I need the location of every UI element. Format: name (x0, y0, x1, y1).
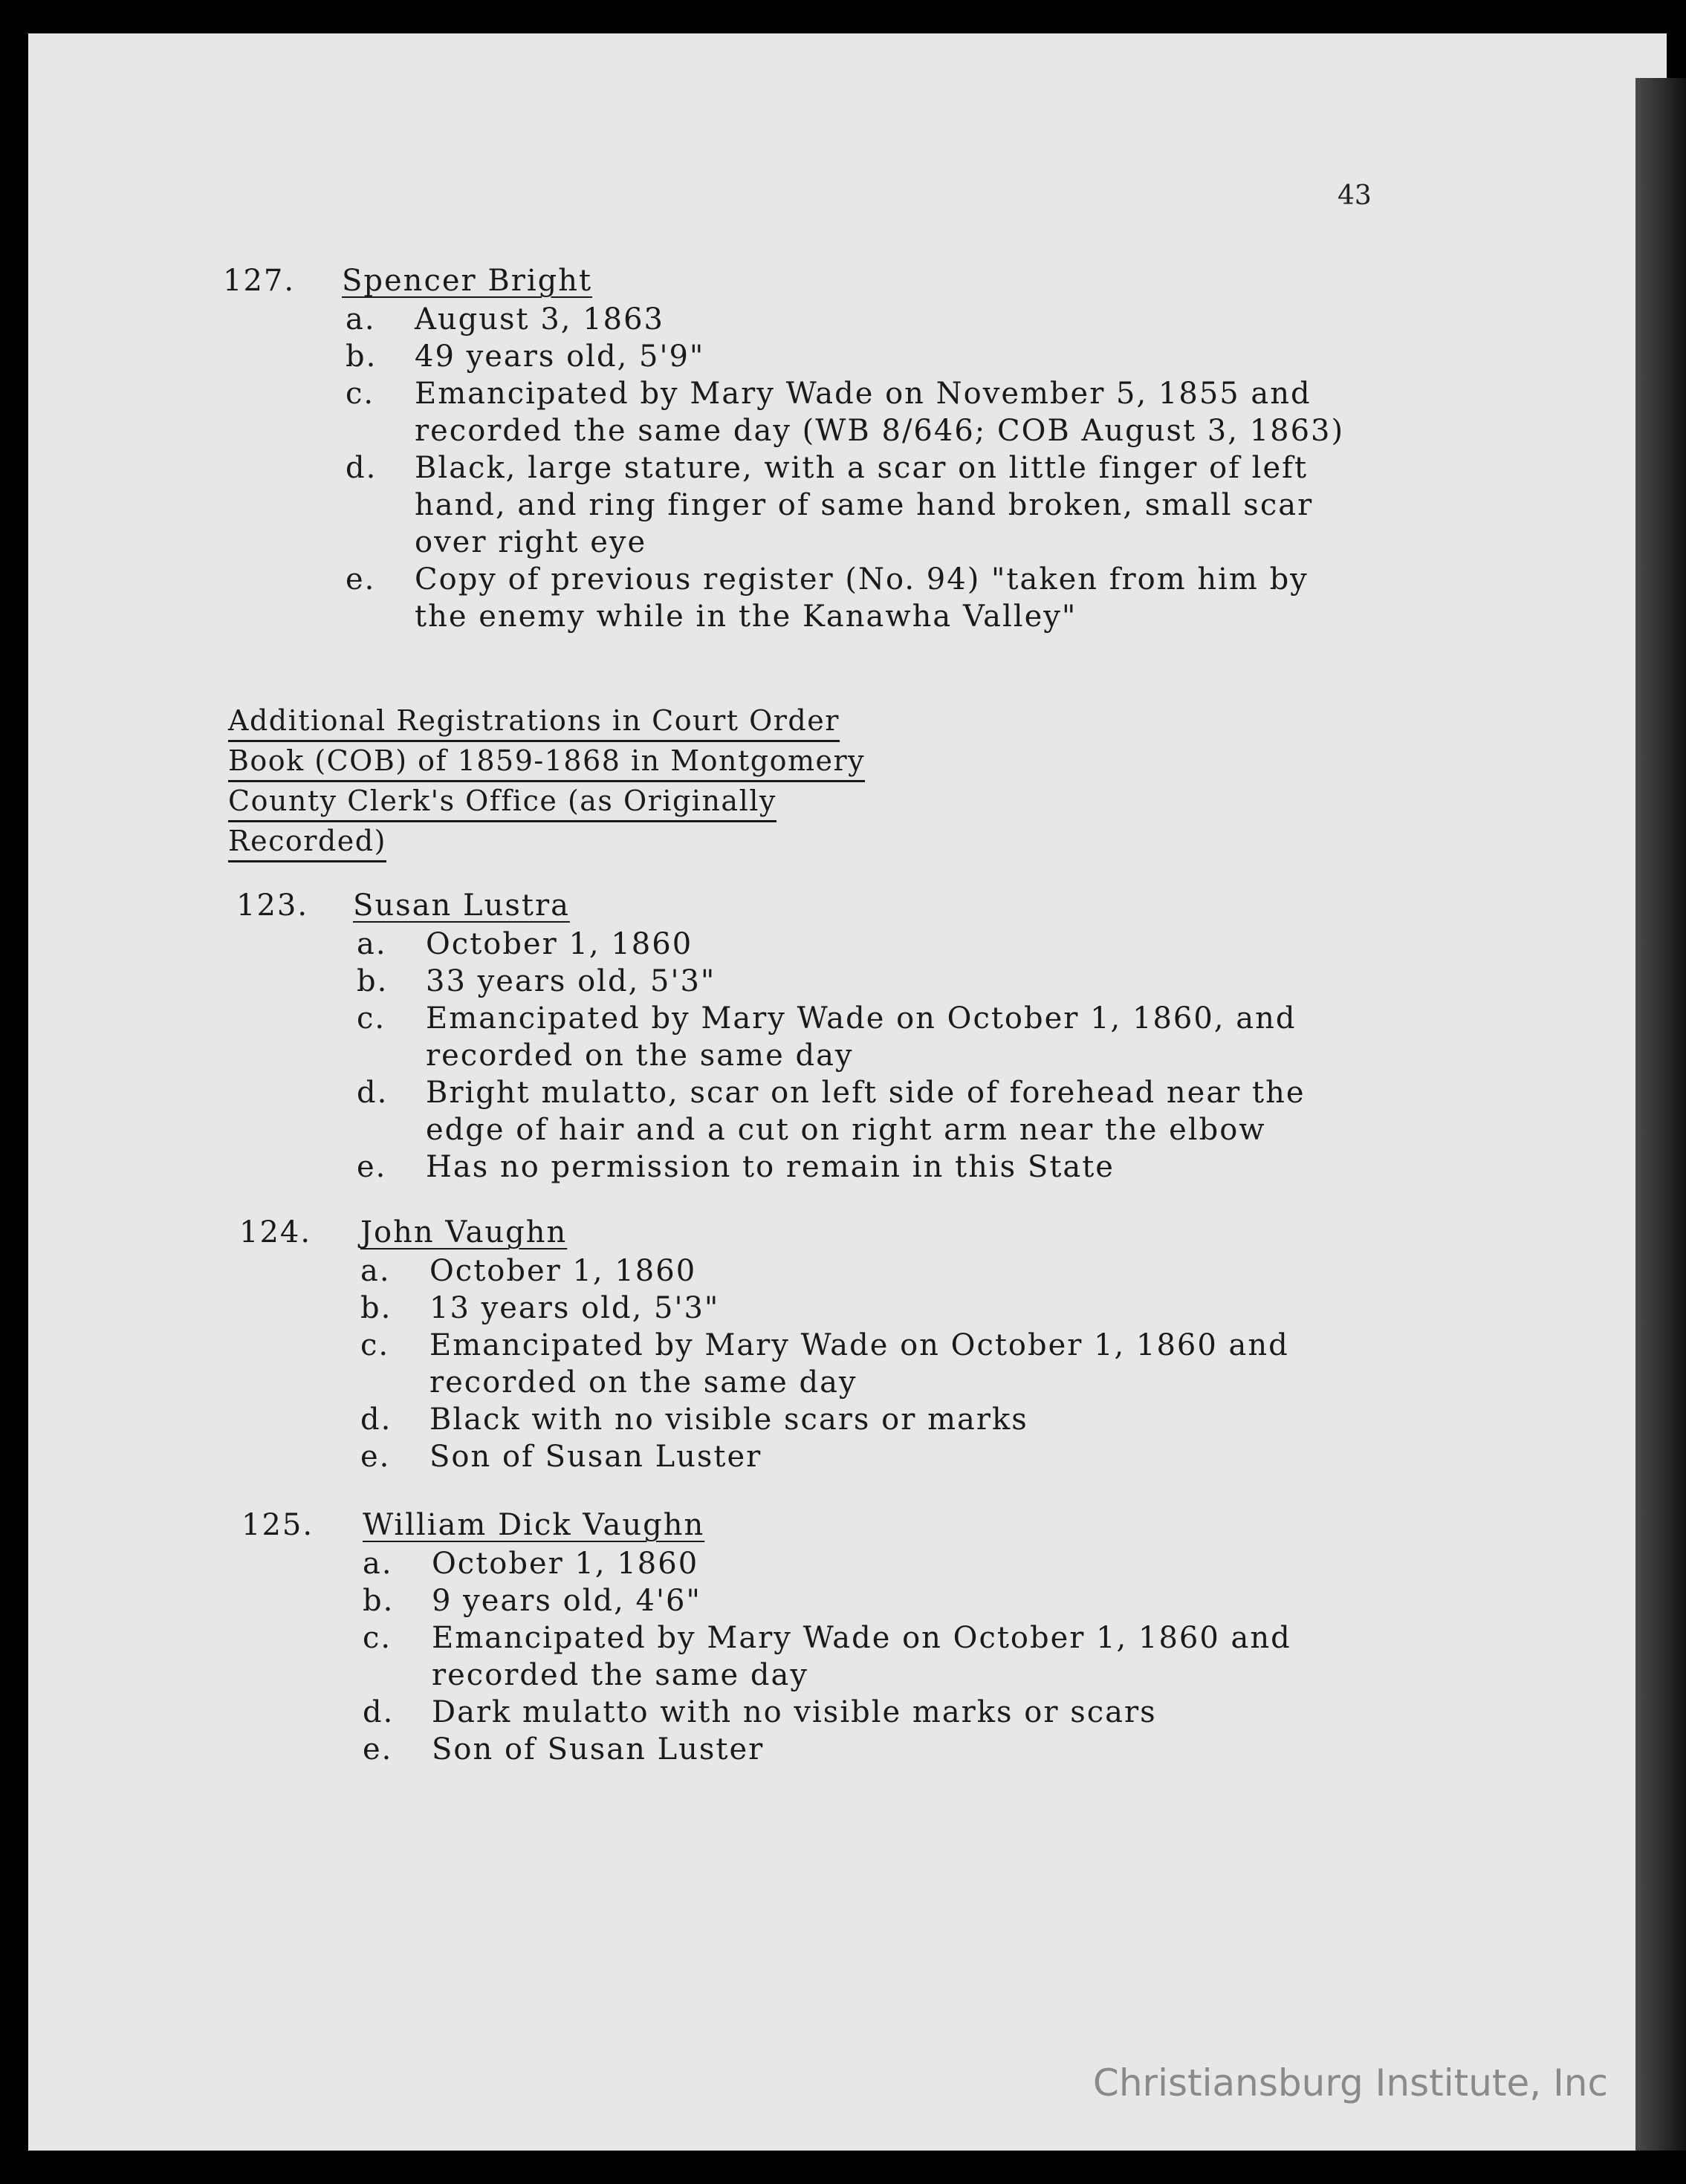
heading-line: Book (COB) of 1859-1868 in Montgomery (228, 742, 865, 782)
item-letter: d. (346, 451, 377, 485)
item-letter: c. (346, 377, 375, 411)
list-item (360, 1401, 1289, 1438)
entry-124 (239, 1215, 1428, 1474)
entry-name: Spencer Bright (342, 264, 593, 298)
item-text: October 1, 1860 (426, 927, 693, 961)
list-item (363, 1731, 1291, 1768)
list-item (363, 1619, 1291, 1694)
item-text: Has no permission to remain in this State (426, 1150, 1115, 1184)
item-letter: a. (357, 927, 387, 961)
item-letter: e. (346, 562, 376, 597)
list-item (357, 1000, 1306, 1074)
entry-number: 123. (236, 888, 309, 923)
heading-line: County Clerk's Office (as Originally (228, 782, 776, 822)
list-item (357, 926, 1306, 963)
list-item (360, 1327, 1289, 1401)
list-item (357, 963, 1306, 1000)
list-item (360, 1252, 1289, 1290)
item-text: October 1, 1860 (432, 1547, 699, 1581)
item-text: Dark mulatto with no visible marks or scars (432, 1695, 1157, 1729)
item-letter: a. (346, 302, 376, 337)
entry-125 (241, 1508, 1430, 1767)
list-item (360, 1290, 1289, 1327)
list-item (346, 561, 1344, 635)
item-text: Black with no visible scars or marks (429, 1403, 1028, 1437)
list-item (357, 1148, 1306, 1186)
entry-name: John Vaughn (360, 1215, 568, 1249)
item-letter: b. (363, 1584, 395, 1618)
item-letter: d. (357, 1076, 389, 1110)
list-item (363, 1694, 1291, 1731)
entry-items (363, 1545, 1291, 1768)
list-item (346, 338, 1344, 375)
item-letter: e. (357, 1150, 387, 1184)
item-text: Black, large stature, with a scar on little finger of left hand, and ring finger of same hand broken, small scar over right eye (415, 451, 1314, 559)
heading-line: Recorded) (228, 822, 386, 862)
entry-123 (236, 888, 1425, 1186)
item-letter: b. (360, 1291, 392, 1325)
list-item (357, 1074, 1306, 1148)
item-letter: c. (360, 1328, 390, 1362)
item-letter: b. (357, 964, 389, 998)
item-letter: d. (363, 1695, 395, 1729)
item-text: Son of Susan Luster (429, 1440, 762, 1474)
item-text: 49 years old, 5'9" (415, 339, 705, 374)
item-letter: b. (346, 339, 377, 374)
entry-number: 124. (239, 1215, 312, 1249)
item-text: Emancipated by Mary Wade on October 1, 1860 and recorded on the same day (429, 1328, 1289, 1400)
entry-number: 127. (223, 264, 296, 298)
item-letter: c. (357, 1001, 386, 1036)
item-text: Copy of previous register (No. 94) "taken from him by the enemy while in the Kanawha Valley" (415, 562, 1309, 634)
list-item (346, 449, 1344, 561)
section-heading (228, 702, 865, 862)
item-text: 33 years old, 5'3" (426, 964, 716, 998)
item-letter: a. (360, 1254, 391, 1288)
item-letter: a. (363, 1547, 393, 1581)
entry-name: Susan Lustra (353, 888, 570, 923)
list-item (363, 1582, 1291, 1619)
item-letter: e. (360, 1440, 391, 1474)
item-text: Emancipated by Mary Wade on October 1, 1860, and recorded on the same day (426, 1001, 1297, 1073)
entry-items (360, 1252, 1289, 1475)
item-text: Bright mulatto, scar on left side of forehead near the edge of hair and a cut on right arm near the elbow (426, 1076, 1306, 1147)
entry-name: William Dick Vaughn (363, 1508, 705, 1542)
page-edge-shadow (1635, 78, 1686, 2151)
item-text: August 3, 1863 (415, 302, 665, 337)
list-item (360, 1438, 1289, 1475)
list-item (363, 1545, 1291, 1582)
item-text: 13 years old, 5'3" (429, 1291, 720, 1325)
entry-number: 125. (241, 1508, 314, 1542)
page-number: 43 (1338, 181, 1372, 211)
item-text: Son of Susan Luster (432, 1732, 765, 1767)
entry-items (357, 926, 1306, 1186)
watermark: Christiansburg Institute, Inc (1092, 2061, 1608, 2105)
item-letter: c. (363, 1621, 392, 1655)
item-letter: e. (363, 1732, 393, 1767)
item-text: 9 years old, 4'6" (432, 1584, 701, 1618)
item-text: Emancipated by Mary Wade on November 5, 1855 and recorded the same day (WB 8/646; COB August 3, 1863) (415, 377, 1345, 448)
list-item (346, 375, 1344, 449)
entry-items (346, 301, 1344, 635)
item-letter: d. (360, 1403, 392, 1437)
heading-line: Additional Registrations in Court Order (228, 702, 840, 742)
list-item (346, 301, 1344, 338)
item-text: Emancipated by Mary Wade on October 1, 1860 and recorded the same day (432, 1621, 1291, 1692)
item-text: October 1, 1860 (429, 1254, 697, 1288)
entry-127 (223, 264, 1412, 650)
